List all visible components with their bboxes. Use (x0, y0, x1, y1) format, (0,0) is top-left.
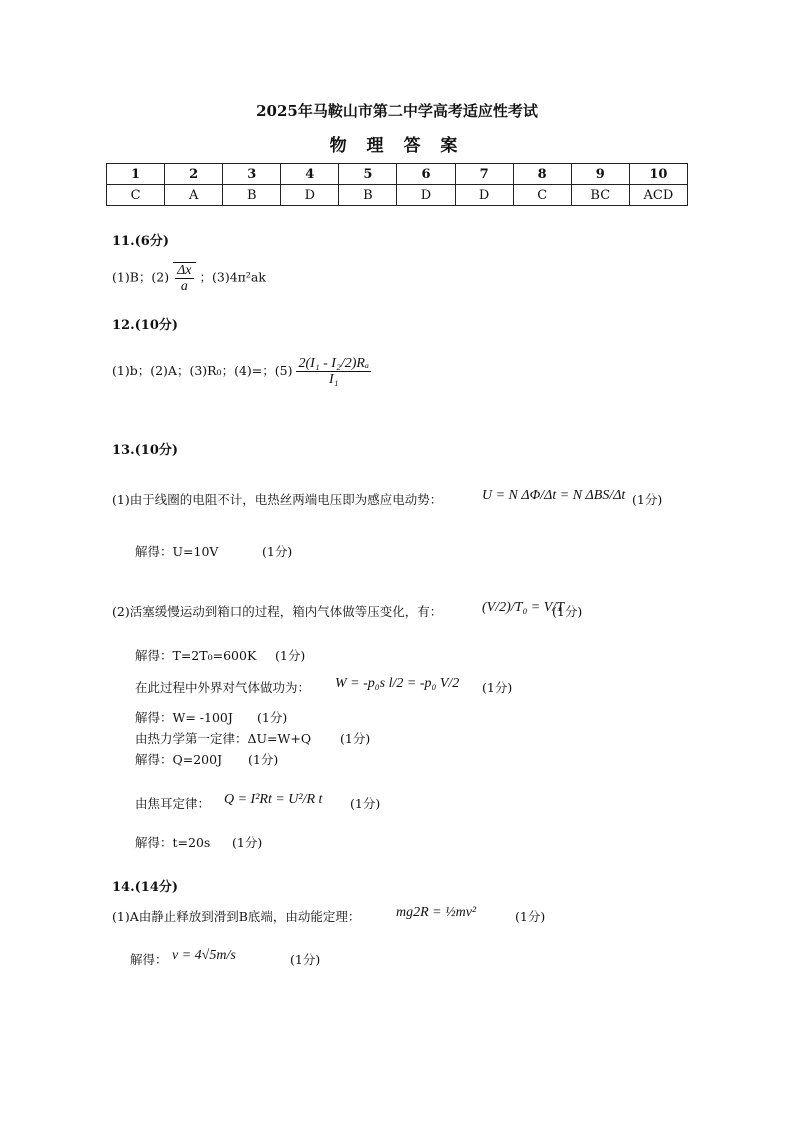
q13-line10-score: (1分) (232, 835, 263, 850)
q13-line7-score: (1分) (340, 731, 371, 746)
q13-line10: 解得：t=20s (135, 835, 211, 850)
q14-line2: 解得： (130, 952, 168, 967)
q11-heading: 11.(6分) (112, 234, 169, 249)
q13-line9: 由焦耳定律： (135, 796, 211, 811)
q14-line1-eq: mg2R = ½mv² (396, 905, 477, 920)
q14-line1-score: (1分) (515, 909, 546, 924)
question-number: 2 (165, 164, 223, 185)
q13-line4: 解得：T=2T₀=600K (135, 648, 257, 663)
question-number: 9 (571, 164, 629, 185)
q13-line2-score: (1分) (262, 544, 293, 559)
q12-text: (1)b；(2)A；(3)R₀；(4)=；(5) (112, 363, 293, 378)
exam-title: 2025年马鞍山市第二中学高考适应性考试 (256, 102, 538, 120)
answer-cell: D (455, 185, 513, 206)
q11-answer (112, 262, 266, 294)
answer-row (107, 185, 688, 206)
question-number: 7 (455, 164, 513, 185)
q11-fraction (175, 263, 193, 294)
question-number: 1 (107, 164, 165, 185)
question-number: 8 (513, 164, 571, 185)
answer-cell: A (165, 185, 223, 206)
q11-frac-num: Δx (177, 263, 192, 278)
answer-cell: BC (571, 185, 629, 206)
q13-line2: 解得：U=10V (135, 544, 219, 559)
question-number: 6 (397, 164, 455, 185)
q14-line2-eq: v = 4√5m/s (172, 948, 236, 963)
q12-frac-num: 2(I₁ - I₂/2)Rₐ (298, 356, 370, 371)
answer-cell: ACD (629, 185, 687, 206)
q13-line6: 解得：W= -100J (135, 710, 233, 725)
q12-answer (112, 356, 371, 387)
q13-line6-score: (1分) (257, 710, 288, 725)
q13-line3-eq: (V/2)/T₀ = V/T (482, 600, 564, 615)
answer-cell: D (281, 185, 339, 206)
q11-frac-den: a (180, 279, 188, 294)
q13-line8: 解得：Q=200J (135, 752, 223, 767)
q12-frac-den: I₁ (328, 372, 339, 387)
q13-line4-score: (1分) (275, 648, 306, 663)
answer-cell: B (223, 185, 281, 206)
answer-table (106, 163, 688, 206)
q13-line1: (1)由于线圈的电阻不计，电热丝两端电压即为感应电动势： (112, 492, 443, 507)
q13-line5-eq: W = -p₀s l/2 = -p₀ V/2 (335, 676, 460, 691)
q13-line9-score: (1分) (350, 796, 381, 811)
question-number: 5 (339, 164, 397, 185)
q13-line5-score: (1分) (482, 680, 513, 695)
q13-line3: (2)活塞缓慢运动到箱口的过程，箱内气体做等压变化，有： (112, 604, 443, 619)
q14-line2-score: (1分) (290, 952, 321, 967)
q13-line7: 由热力学第一定律：ΔU=W+Q (135, 731, 312, 746)
q14-heading: 14.(14分) (112, 880, 179, 895)
q13-line3-score: (1分) (552, 604, 583, 619)
q14-line1: (1)A由静止释放到滑到B底端，由动能定理： (112, 909, 361, 924)
q13-line1-eq: U = N ΔΦ/Δt = N ΔBS/Δt (482, 488, 626, 503)
q13-heading: 13.(10分) (112, 443, 179, 458)
q11-sqrt (173, 262, 195, 294)
answer-subtitle: 物 理 答 案 (329, 136, 465, 156)
answer-cell: D (397, 185, 455, 206)
q11-part2: ；(3)4π²ak (199, 269, 266, 285)
q13-line1-score: (1分) (632, 492, 663, 507)
q13-line9-eq: Q = I²Rt = U²/R t (224, 792, 323, 807)
question-number: 10 (629, 164, 687, 185)
q12-heading: 12.(10分) (112, 318, 179, 333)
q12-fraction (296, 356, 371, 387)
question-number-row (107, 164, 688, 185)
question-number: 3 (223, 164, 281, 185)
answer-cell: C (513, 185, 571, 206)
q13-line8-score: (1分) (248, 752, 279, 767)
answer-cell: C (107, 185, 165, 206)
q13-line5: 在此过程中外界对气体做功为： (135, 680, 311, 695)
answer-cell: B (339, 185, 397, 206)
q11-part1: (1)B；(2) (112, 269, 170, 285)
question-number: 4 (281, 164, 339, 185)
